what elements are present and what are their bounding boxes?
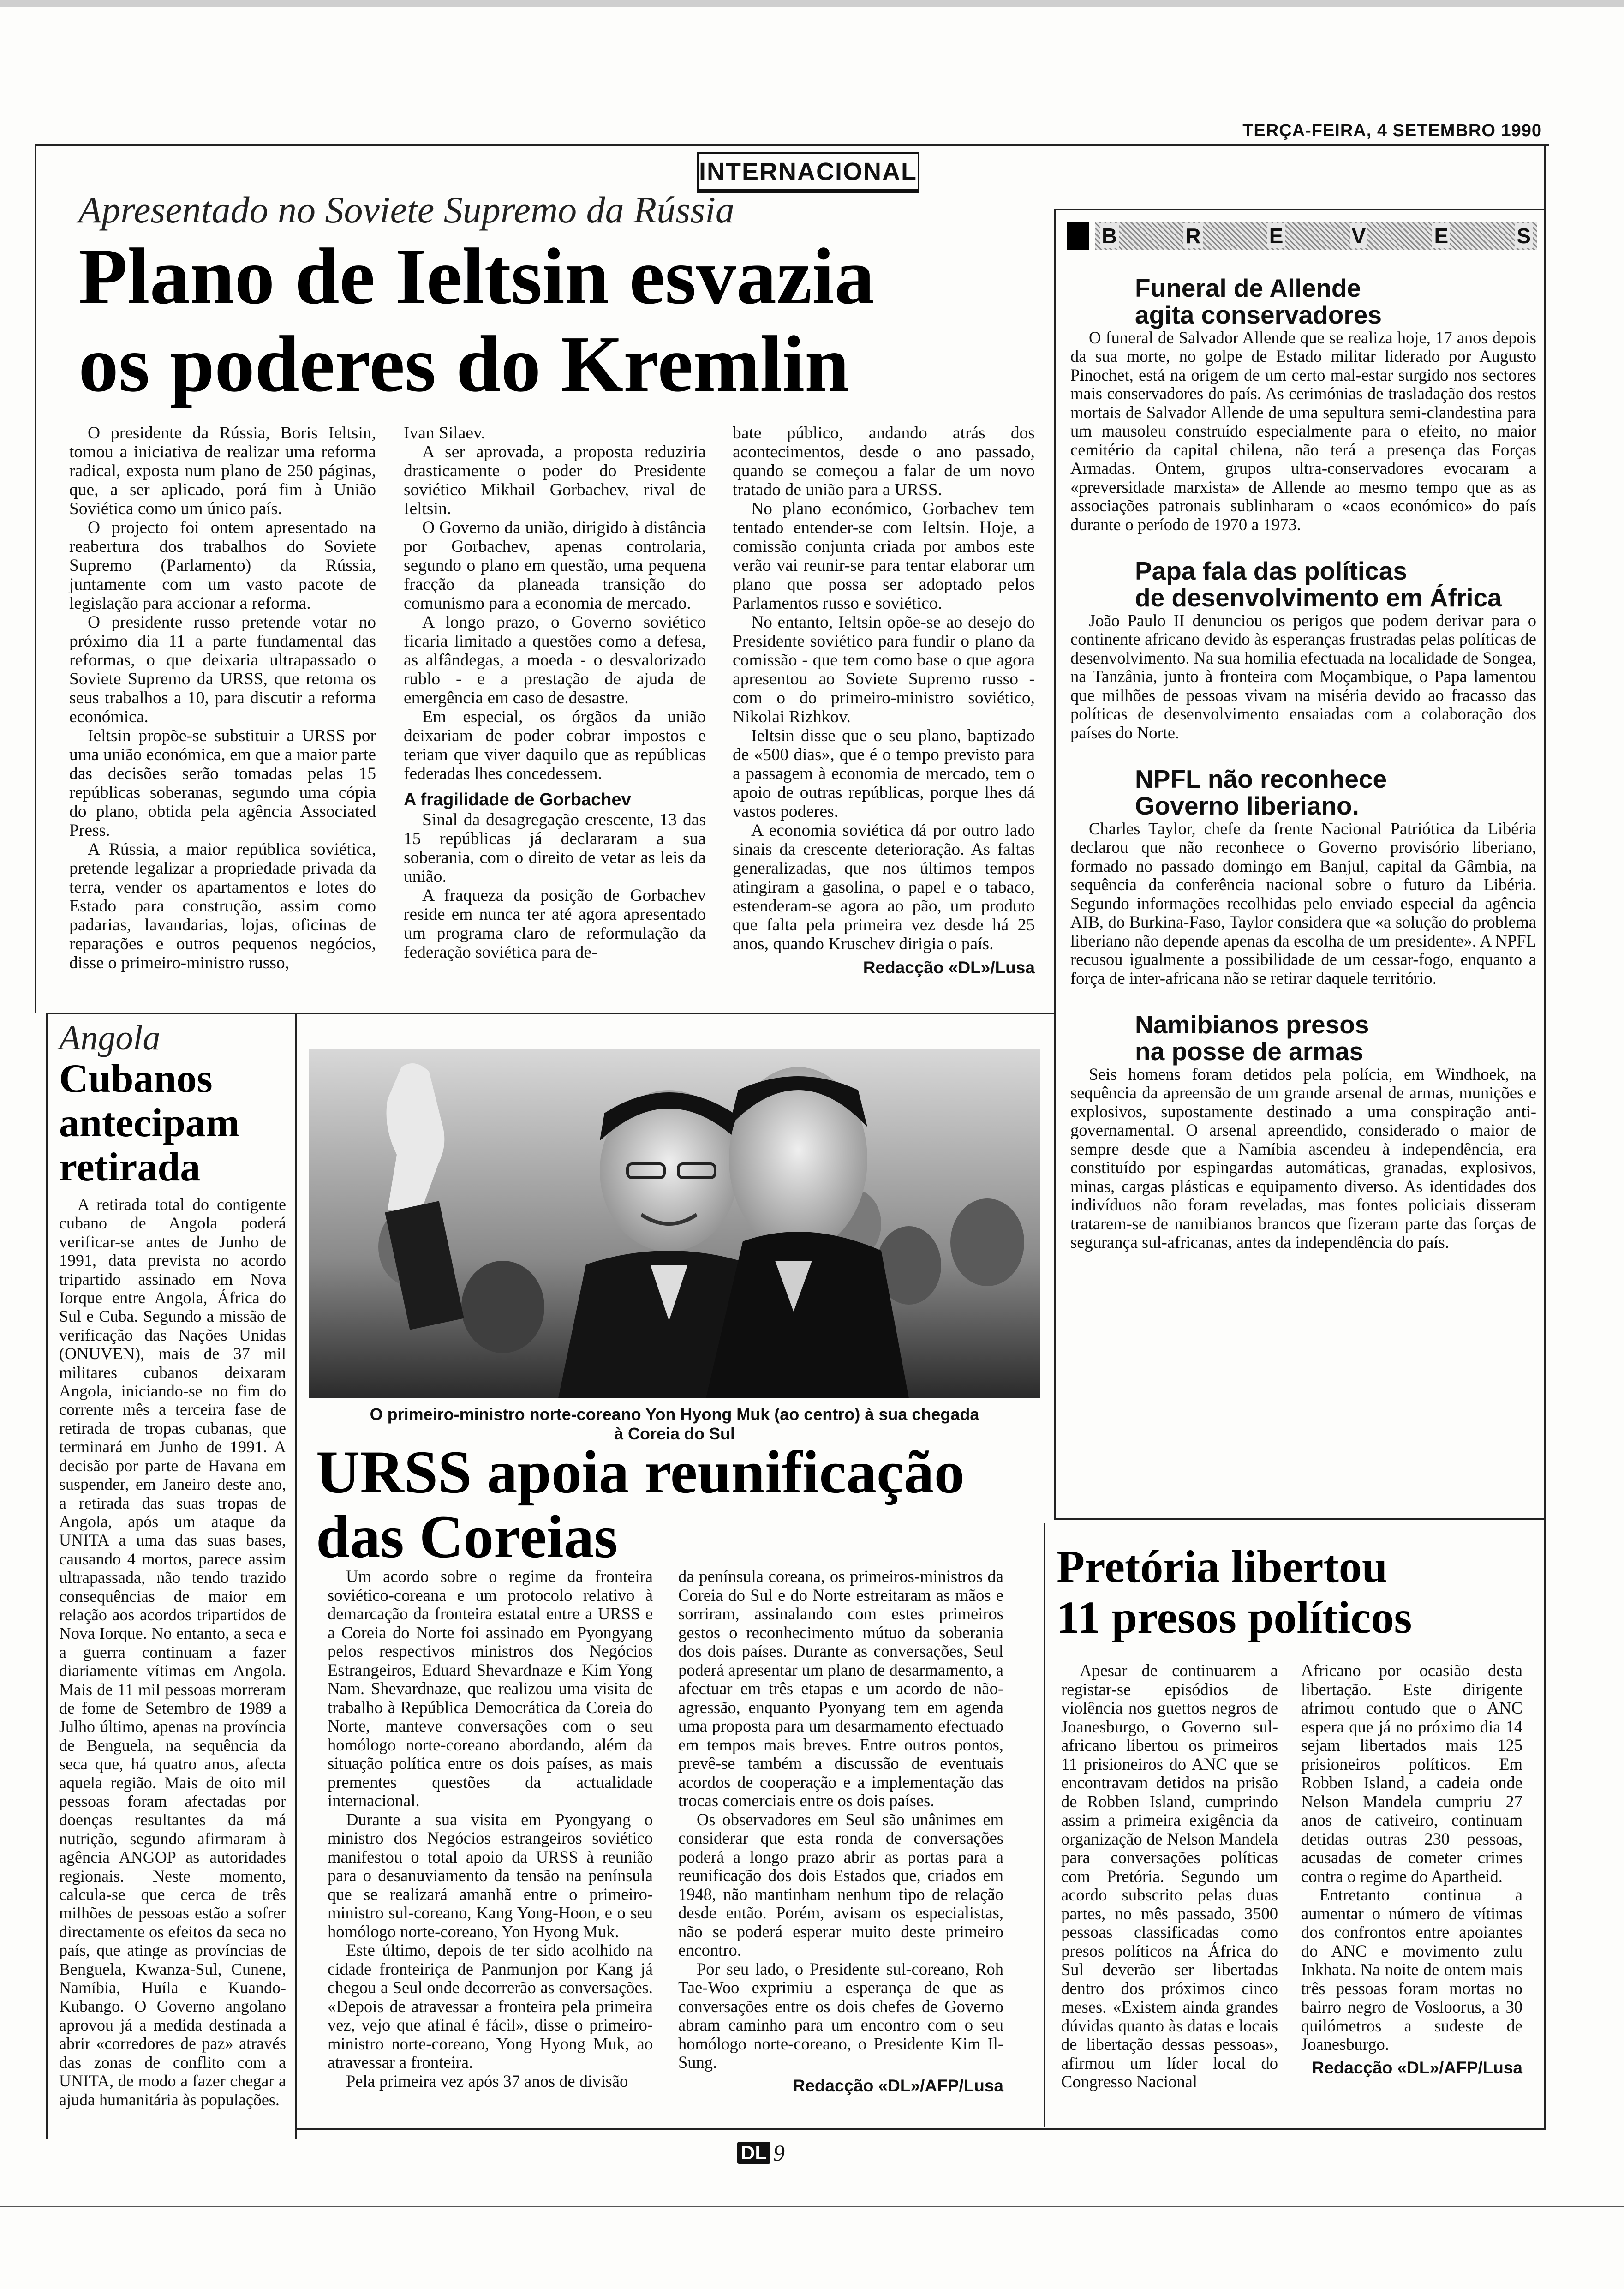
footer-rule — [295, 2128, 1546, 2130]
breve-4-body — [1070, 1065, 1536, 1252]
lead-c1-p1: O presidente da Rússia, Boris Ieltsin, tomou a iniciativa de realizar uma reforma radical, exposta num plano de 250 páginas, que, a ser aplicado, porá fim à União Soviética como um único país. — [69, 424, 376, 518]
lead-column-3 — [733, 424, 1035, 977]
header-rule — [35, 144, 1549, 146]
breves-letter: R — [1183, 223, 1202, 248]
breves-bottom-rule — [1054, 1518, 1545, 1520]
angola-headline-line1: Cubanos — [59, 1056, 213, 1101]
pretoria-left-rule — [1044, 1523, 1045, 2127]
lead-c2-p4: A longo prazo, o Governo soviético ficaria limitado a questões como a defesa, as alfândegas, a moeda - o desvalorizado rublo - e a prestação de ajuda de emergência em caso de desastre. — [404, 613, 706, 707]
lead-c1-p3: O presidente russo pretende votar no próximo dia 11 a parte fundamental das reformas, o que deixaria ultrapassado o Soviete Supremo da URSS, que retoma os seus trabalhos a 10, para discutir a reforma económica. — [69, 613, 376, 726]
angola-right-rule — [295, 1013, 297, 2139]
angola-left-rule — [46, 1013, 48, 2139]
lead-c3-p1: bate público, andando atrás dos acontecimentos, desde o ano passado, quando se começou a falar de um novo tratado de união para a URSS. — [733, 424, 1035, 499]
pretoria-column-2 — [1301, 1661, 1522, 2077]
breve-3-head-line1: NPFL não reconhece — [1135, 765, 1387, 793]
coreias-credit: Redacção «DL»/AFP/Lusa — [793, 2076, 1003, 2095]
breve-2-text: João Paulo II denunciou os perigos que podem derivar para o continente africano devido às esperanças frustradas pelas políticas de desenvolvimento. Na sua homilia efectuada na localidade de Songea, na Tanzânia, junto à fronteira com Moçambique, o Papa lamentou que milhões de pessoas vivam na miséria devido ao fracasso das políticas de desenvolvimento ensaiadas com a colaboração dos países do Norte. — [1070, 611, 1536, 742]
section-tag: INTERNACIONAL — [697, 152, 919, 193]
lead-c2-p3: O Governo da união, dirigido à distância por Gorbachev, apenas controlaria, segundo o plano em questão, uma pequena fracção da planeada transição do comunismo para a economia de mercado. — [404, 518, 706, 613]
breve-2-head-line1: Papa fala das políticas — [1135, 557, 1407, 585]
angola-body — [59, 1195, 286, 2109]
lead-c3-p3: No entanto, Ieltsin opõe-se ao desejo do Presidente soviético para fundir o plano da comissão - que tem como base o que agora apresentou ao Soviete Supremo russo - com o do primeiro-ministro soviético, Nikolai Rizhkov. — [733, 613, 1035, 726]
lead-column-1 — [69, 424, 376, 972]
breves-letter: E — [1267, 223, 1285, 248]
breves-letter: E — [1432, 223, 1450, 248]
pretoria-c2-p2: Entretanto continua a aumentar o número de vítimas dos confrontos entre apoiantes do ANC e movimento zulu Inkhata. Na noite de ontem mais três pessoas foram mortas no bairro negro de Vosloorus, a 30 quilómetros a sudeste de Joanesburgo. — [1301, 1885, 1522, 2054]
coreias-c1-p4: Pela primeira vez após 37 anos de divisão — [346, 2071, 628, 2091]
lead-headline-line1: Plano de Ieltsin esvazia — [78, 232, 875, 321]
bottom-scan-rule — [0, 2206, 1624, 2207]
breve-1-head-line1: Funeral de Allende — [1135, 274, 1361, 302]
breves-banner — [1067, 218, 1537, 254]
dl-logo: DL — [737, 2142, 770, 2164]
breves-letters — [1095, 222, 1537, 250]
breves-column — [1070, 275, 1536, 1252]
breve-1-text: O funeral de Salvador Allende que se realiza hoje, 17 anos depois da sua morte, no golpe de Estado militar liderado por Augusto Pinochet, está na origem de um certo mal-estar surgido nos sectores mais conservadores do país. As cerimónias de trasladação dos restos mortais de Salvador Allende de uma sepultura semi-clandestina para um mausoleu construído especialmente para o efeito, no maior cemitério da capital chilena, não terá a presença das Forças Armadas. Ontem, grupos ultra-conservadores evocaram a «preversidade marxista» de Allende ao mesmo tempo que as as associações patronais sublinharam o «caos económico» do país durante o período de 1970 a 1973. — [1070, 328, 1536, 534]
coreias-column-2 — [678, 1567, 1003, 2095]
breve-1-body — [1070, 329, 1536, 534]
lead-c2-p2: A ser aprovada, a proposta reduziria drasticamente o poder do Presidente soviético Mikhail Gorbachev, rival de Ieltsin. — [404, 443, 706, 518]
coreias-c2-p3: Por seu lado, o Presidente sul-coreano, Roh Tae-Woo exprimiu a esperança de que as conversações entre os dois chefes de Governo abram caminho para um encontro com o seu homólogo norte-coreano, o Presidente Kim Il-Sung. — [678, 1959, 1003, 2072]
lead-c3-p4: Ieltsin disse que o seu plano, baptizado de «500 dias», que é o tempo previsto para a passagem à economia de mercado, tem o apoio de outras repúblicas, porque lhes dá vastos poderes. — [733, 726, 1035, 821]
coreias-c1-p2: Durante a sua visita em Pyongyang o ministro dos Negócios estrangeiros soviético manifestou o total apoio da URSS à reunião para o desanuviamento da tensão na península que se realizará amanhã entre o primeiro-ministro sul-coreano, Kang Yong-Hoon, e o seu homólogo norte-coreano, Yon Hyong Muk. — [328, 1810, 653, 1941]
lead-c1-p5: A Rússia, a maior república soviética, pretende legalizar a propriedade privada da terra, vender os apartamentos e lotes do Estado para construção, assim como padarias, lavandarias, lojas, oficinas de reparações e outros pequenos negócios, disse o primeiro-ministro russo, — [69, 840, 376, 972]
coreias-c2-p1: da península coreana, os primeiros-ministros da Coreia do Sul e do Norte estreitaram as mãos e sorriram, assinalando com estes primeiros gestos o reconhecimento mútuo da soberania dos dois países. Durante as conversações, Seul poderá apresentar um plano de desarmamento, a afectuar em três etapas e um acordo de não-agressão, enquanto Pyonyang tem em agenda uma proposta para um desarmamento efectuado em tempos mais breves. Entre outros pontos, prevê-se também a discussão de eventuais acordos de cooperação e a implementação das trocas comerciais entre os dois países. — [678, 1567, 1003, 1810]
breve-4-head-line1: Namibianos presos — [1135, 1010, 1369, 1039]
pretoria-column-1 — [1061, 1661, 1278, 2091]
breves-letter: B — [1100, 223, 1119, 248]
lead-kicker: Apresentado no Soviete Supremo da Rússia — [78, 189, 734, 231]
pretoria-credit: Redacção «DL»/AFP/Lusa — [1312, 2058, 1522, 2077]
lead-c3-p2: No plano económico, Gorbachev tem tentado entender-se com Ieltsin. Hoje, a comissão conjunta criada por ambos este verão vai reunir-se para tentar elaborar um plano que possa ser adoptado pelos Parlamentos russo e soviético. — [733, 499, 1035, 613]
breves-letter: S — [1515, 223, 1533, 248]
frame-right-rule — [1544, 144, 1546, 2128]
page-date: TERÇA-FEIRA, 4 SETEMBRO 1990 — [1242, 121, 1542, 140]
breve-2-body — [1070, 611, 1536, 743]
folio — [737, 2139, 785, 2166]
coreias-c1-p3: Este último, depois de ter sido acolhido na cidade fronteiriça de Panmunjon por Kang já chegou a Seul onde decorrerão as conversações. «Depois de atravessar a fronteira pela primeira vez, vejo que afinal é fácil», disse o primeiro-ministro norte-coreano, Yong Hyong Muk, ao atravessar a fronteira. — [328, 1941, 653, 2072]
angola-headline-line2: antecipam — [59, 1101, 240, 1145]
angola-headline-line3: retirada — [59, 1145, 201, 1190]
angola-headline — [59, 1057, 239, 1190]
lead-c2-p6: Sinal da desagregação crescente, 13 das 15 repúblicas já declararam a sua soberania, com o direito de vetar as leis da união. — [404, 810, 706, 886]
coreias-headline-line2: das Coreias — [316, 1503, 618, 1570]
breve-3-body — [1070, 820, 1536, 988]
angola-text: A retirada total do contigente cubano de Angola poderá verificar-se antes de Junho de 1991, data prevista no acordo tripartido assinado em Nova Iorque entre Angola, África do Sul e Cuba. Segundo a missão de verificação das Nações Unidas (ONUVEN), mais de 37 mil militares cubanos deixaram Angola, iniciando-se no fim do corrente mês a terceira fase de retirada de tropas cubanas, que terminará em Junho de 1991. A decisão por parte de Havana em suspender, em Janeiro deste ano, a retirada das suas tropas de Angola, após um ataque da UNITA a uma das suas bases, causando 4 mortos, parece assim ultrapassada, não tendo trazido consequências de maior em relação aos acordos tripartidos de Nova Iorque. No entanto, a seca e a guerra continuam a fazer diariamente vítimas em Angola. Mais de 11 mil pessoas morreram de fome de Setembro de 1989 a Julho último, apenas na província de Benguela, na sequência da seca que, há quatro anos, afecta aquela região. Mais de oito mil pessoas foram afectadas por doenças resultantes da má nutrição, segundo afirmaram à agência ANGOP as autoridades regionais. Neste momento, calcula-se que cerca de três milhões de pessoas estão a sofrer directamente os efeitos da seca no país, que atinge as províncias de Benguela, Kwanza-Sul, Cunene, Namíbia, Huíla e Kuando-Kubango. O Governo angolano aprovou já a medida destinada a abrir «corredores de paz» através das zonas de conflito com a UNITA, de modo a fazer chegar a ajuda humanitária às populações. — [59, 1195, 286, 2109]
breves-top-rule — [1054, 209, 1545, 210]
pretoria-c1-p1: Apesar de continuarem a registar-se episódios de violência nos guettos negros de Joanesburgo, o Governo sul-africano libertou os primeiros 11 prisioneiros do ANC que se encontravam detidos na prisão de Robben Island, cumprindo assim a primeira exigência da organização de Nelson Mandela para conversações políticas com Pretória. Segundo um acordo subscrito pelas duas partes, no mês passado, 3500 pessoas classificadas como presos políticos na África do Sul deverão ser libertadas dentro dos próximos cinco meses. «Existem ainda grandes dúvidas quanto às datas e locais de libertação dessas pessoas», afirmou um líder local do Congresso Nacional — [1061, 1661, 1278, 2091]
news-photo — [309, 1049, 1040, 1398]
breves-block-icon — [1067, 222, 1089, 250]
pretoria-headline-line2: 11 presos políticos — [1057, 1592, 1412, 1643]
breve-2-head-line2: de desenvolvimento em África — [1135, 583, 1502, 612]
coreias-c2-p2: Os observadores em Seul são unânimes em considerar que esta ronda de conversações poderá a longo prazo abrir as portas para a reunificação dos dois Estados que, criados em 1948, não mantinham nenhum tipo de relação desde então. Porém, avisam os especialistas, não se poderá esperar muito deste primeiro encontro. — [678, 1810, 1003, 1959]
breve-3-text: Charles Taylor, chefe da frente Nacional Patriótica da Libéria declarou que não reconhece o Governo provisório liberiano, formado no passado domingo em Banjul, capital da Gâmbia, na sequência da conferência nacional sobre o futuro da Libéria. Segundo informações recolhidas pelo enviado especial da agência AIB, do Burkina-Faso, Taylor considera que «a solução do problema liberiano não depende apenas da escolha de um presidente». A NPFL recusou igualmente a possibilidade de um cessar-fogo, enquanto a força de inter-africana não se retirar daquele território. — [1070, 819, 1536, 988]
page-number: 9 — [773, 2140, 785, 2166]
lead-headline-line2: os poderes do Kremlin — [78, 319, 849, 408]
photo-image — [309, 1049, 1040, 1398]
angola-top-rule — [46, 1013, 1054, 1014]
lead-column-2 — [404, 424, 706, 962]
breves-letter: V — [1350, 223, 1368, 248]
coreias-column-1 — [328, 1567, 653, 2091]
photo-caption-line2: à Coreia do Sul — [614, 1424, 735, 1443]
lead-c3-p5: A economia soviética dá por outro lado sinais da crescente deterioração. As faltas generalizadas, que nos últimos tempos atingiram a gasolina, o papel e o tabaco, estenderam-se agora ao pão, um produto que falta pela primeira vez desde há 25 anos, quando Kruschev dirigia o país. — [733, 821, 1035, 953]
lead-c1-p2: O projecto foi ontem apresentado na reabertura dos trabalhos do Soviete Supremo (Parlamento) da Rússia, juntamente com um vasto pacote de legislação para accionar a reforma. — [69, 518, 376, 613]
lead-c1-p4: Ieltsin propõe-se substituir a URSS por uma união económica, em que a maior parte das decisões serão tomadas pelas 15 repúblicas soberanas, segundo uma cópia do plano, obtida pela agência Associated Press. — [69, 726, 376, 840]
pretoria-headline — [1057, 1541, 1412, 1643]
angola-kicker: Angola — [59, 1019, 161, 1057]
lead-c2-p5: Em especial, os órgãos da união deixariam de poder cobrar impostos e teriam que viver daquilo que as repúblicas federadas lhes concedessem. — [404, 707, 706, 783]
coreias-headline-line1: URSS apoia reunificação — [316, 1438, 965, 1506]
scan-edge — [0, 0, 1624, 7]
pretoria-headline-line1: Pretória libertou — [1057, 1541, 1388, 1592]
lead-c2-p7: A fraqueza da posição de Gorbachev reside em nunca ter até agora apresentado um programa claro de reformulação da federação soviética para de- — [404, 886, 706, 962]
breve-4-head-line2: na posse de armas — [1135, 1037, 1364, 1066]
coreias-headline — [316, 1440, 965, 1569]
pretoria-c2-p1: Africano por ocasião desta libertação. Este dirigente afrimou contudo que o ANC espera que já no próximo dia 14 sejam libertados mais 125 prisioneiros políticos. Em Robben Island, a cadeia onde Nelson Mandela cumpriu 27 anos de cativeiro, continuam detidas outras 230 pessoas, acusadas de cometer crimes contra o regime do Apartheid. — [1301, 1661, 1522, 1886]
lead-credit: Redacção «DL»/Lusa — [863, 958, 1035, 977]
frame-left-rule — [35, 144, 36, 1013]
breve-1-head-line2: agita conservadores — [1135, 300, 1382, 329]
coreias-c1-p1: Um acordo sobre o regime da fronteira soviético-coreana e um protocolo relativo à demarcação da fronteira estatal entre a URSS e a Coreia do Norte foi assinado em Pyongyang pelos respectivos ministros dos Negócios Estrangeiros, Eduard Shevardnaze e Kim Yong Nam. Shevardnaze, que realizou uma visita de trabalho à República Democrática da Coreia do Norte, manteve conversações com o seu homólogo norte-coreano abordando, além da situação política entre os dois países, as mais prementes questões da actualidade internacional. — [328, 1567, 653, 1810]
photo-caption-line1: O primeiro-ministro norte-coreano Yon Hyong Muk (ao centro) à sua chegada — [370, 1405, 979, 1424]
breve-3-head-line2: Governo liberiano. — [1135, 791, 1359, 820]
lead-subhead: A fragilidade de Gorbachev — [404, 790, 631, 809]
breve-4-text: Seis homens foram detidos pela polícia, em Windhoek, na sequência da apreensão de um grande arsenal de armas, munições e explosivos, supostamente destinado a uma conspiração anti-governamental. O arsenal apreendido, considerado o maior de sempre desde que a Namíbia ascendeu à independência, era constituído por espingardas automáticas, granadas, explosivos, minas, cargas plásticas e equipamento diverso. As identidades dos indivíduos não foram reveladas, mas fontes policiais disseram tratarem-se de namibianos brancos que fizeram parte das forças de segurança sul-africanas, antes da independência do país. — [1070, 1064, 1536, 1252]
breves-left-rule — [1054, 209, 1056, 1519]
lead-c2-p1: Ivan Silaev. — [404, 424, 485, 443]
